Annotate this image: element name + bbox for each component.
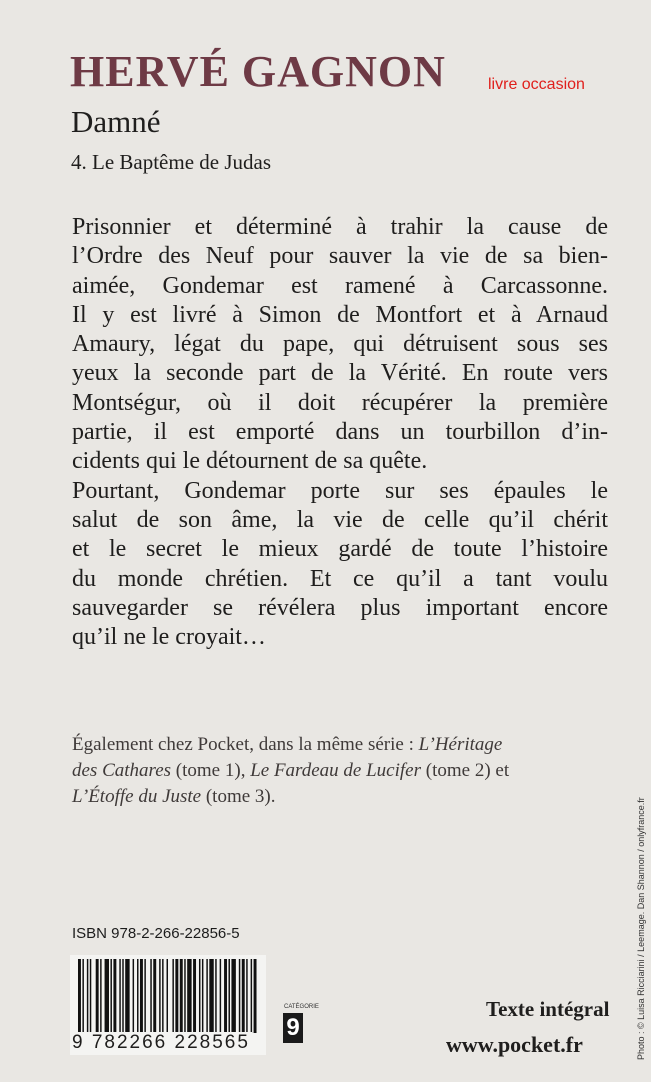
barcode-bar bbox=[180, 959, 183, 1033]
barcode-bar bbox=[209, 959, 213, 1033]
barcode-bar bbox=[184, 959, 185, 1033]
blurb-line: l’Ordre des Neuf pour sauver la vie de sa bien- bbox=[72, 243, 608, 270]
same-series-line bbox=[72, 732, 620, 758]
same-series-line bbox=[72, 784, 620, 810]
tome1-label: (tome 1), bbox=[171, 760, 251, 781]
blurb-line: Pourtant, Gondemar porte sur ses épaules le bbox=[72, 477, 608, 504]
author-name: HERVÉ GAGNON bbox=[70, 47, 446, 96]
book-title-tome1-cont: des Cathares bbox=[72, 760, 172, 781]
barcode-bar bbox=[153, 959, 156, 1033]
barcode-bar bbox=[119, 959, 120, 1033]
barcode-bar bbox=[193, 959, 196, 1033]
barcode-bar bbox=[239, 959, 240, 1033]
book-title-tome1: L’Héritage bbox=[418, 734, 503, 755]
barcode-bar bbox=[82, 959, 83, 1033]
blurb-line: Il y est livré à Simon de Montfort et à Arnaud bbox=[72, 301, 608, 328]
barcode-bar bbox=[78, 959, 81, 1033]
barcode-bar bbox=[254, 959, 257, 1033]
blurb-text bbox=[72, 213, 608, 652]
barcode-bar bbox=[224, 959, 227, 1033]
same-series-intro: Également chez Pocket, dans la même série : bbox=[72, 734, 419, 755]
barcode-bar bbox=[187, 959, 191, 1033]
blurb-line: partie, il est emporté dans un tourbillon d’in- bbox=[72, 419, 608, 446]
barcode-bar bbox=[242, 959, 245, 1033]
barcode-bar bbox=[110, 959, 111, 1033]
same-series-note bbox=[72, 732, 620, 810]
book-title-tome3: L’Étoffe du Juste bbox=[72, 786, 202, 807]
blurb-line: Prisonnier et déterminé à trahir la cause de bbox=[72, 214, 608, 240]
barcode-digits: 9 782266 228565 bbox=[72, 1032, 250, 1053]
category-badge: 9 bbox=[283, 1013, 303, 1043]
barcode-bars bbox=[70, 955, 266, 1033]
blurb-line: yeux la seconde part de la Vérité. En route vers bbox=[72, 360, 608, 387]
barcode-bar bbox=[140, 959, 143, 1033]
book-title: Damné bbox=[71, 104, 161, 139]
barcode-bar bbox=[199, 959, 200, 1033]
barcode-bar bbox=[162, 959, 163, 1033]
blurb-line: sauvegarder se révélera plus important encore bbox=[72, 594, 608, 621]
tome3-label: (tome 3). bbox=[201, 786, 276, 807]
publisher-website: www.pocket.fr bbox=[446, 1032, 583, 1057]
barcode-bar bbox=[122, 959, 123, 1033]
book-title-tome2: Le Fardeau de Lucifer bbox=[250, 760, 421, 781]
category-label: CATÉGORIE bbox=[284, 1004, 319, 1010]
barcode-bar bbox=[125, 959, 129, 1033]
barcode-bar bbox=[100, 959, 101, 1033]
isbn-number: ISBN 978-2-266-22856-5 bbox=[72, 925, 240, 942]
photo-credits: Photo : © Luisa Ricciarini / Leemage. Dan Shannon / onlyfrance.fr bbox=[636, 797, 646, 1060]
barcode-bar bbox=[215, 959, 216, 1033]
barcode-bar bbox=[90, 959, 91, 1033]
blurb-line: salut de son âme, la vie de celle qu’il chérit bbox=[72, 506, 608, 533]
barcode-bar bbox=[144, 959, 145, 1033]
barcode-bar bbox=[113, 959, 116, 1033]
barcode-bar bbox=[87, 959, 88, 1033]
barcode-bar bbox=[167, 959, 168, 1033]
tome2-label: (tome 2) et bbox=[421, 760, 510, 781]
same-series-line bbox=[72, 758, 620, 784]
barcode-bar bbox=[150, 959, 151, 1033]
barcode-bar bbox=[246, 959, 247, 1033]
barcode-bar bbox=[231, 959, 235, 1033]
barcode-bar bbox=[133, 959, 134, 1033]
blurb-line: qu’il ne le croyait… bbox=[72, 624, 266, 651]
barcode-bar bbox=[137, 959, 138, 1033]
blurb-line: aimée, Gondemar est ramené à Carcassonne. bbox=[72, 272, 608, 299]
barcode-bar bbox=[251, 959, 252, 1033]
blurb-line: Amaury, légat du pape, qui détruisent sous ses bbox=[72, 331, 608, 358]
blurb-line: cidents qui le détournent de sa quête. bbox=[72, 448, 428, 475]
barcode-bar bbox=[202, 959, 203, 1033]
blurb-line: et le secret le mieux gardé de toute l’histoire bbox=[72, 536, 608, 563]
integral-text-label: Texte intégral bbox=[486, 997, 610, 1021]
book-subtitle: 4. Le Baptême de Judas bbox=[71, 150, 272, 174]
barcode-bar bbox=[159, 959, 160, 1033]
blurb-line: du monde chrétien. Et ce qu’il a tant voulu bbox=[72, 565, 608, 592]
watermark-label: livre occasion bbox=[488, 76, 585, 93]
barcode-bar bbox=[220, 959, 221, 1033]
barcode-bar bbox=[228, 959, 229, 1033]
barcode-bar bbox=[206, 959, 207, 1033]
blurb-line: Montségur, où il doit récupérer la première bbox=[72, 389, 608, 416]
barcode-bar bbox=[96, 959, 99, 1033]
barcode-bar bbox=[105, 959, 109, 1033]
barcode-bar bbox=[172, 959, 173, 1033]
barcode-bar bbox=[175, 959, 178, 1033]
